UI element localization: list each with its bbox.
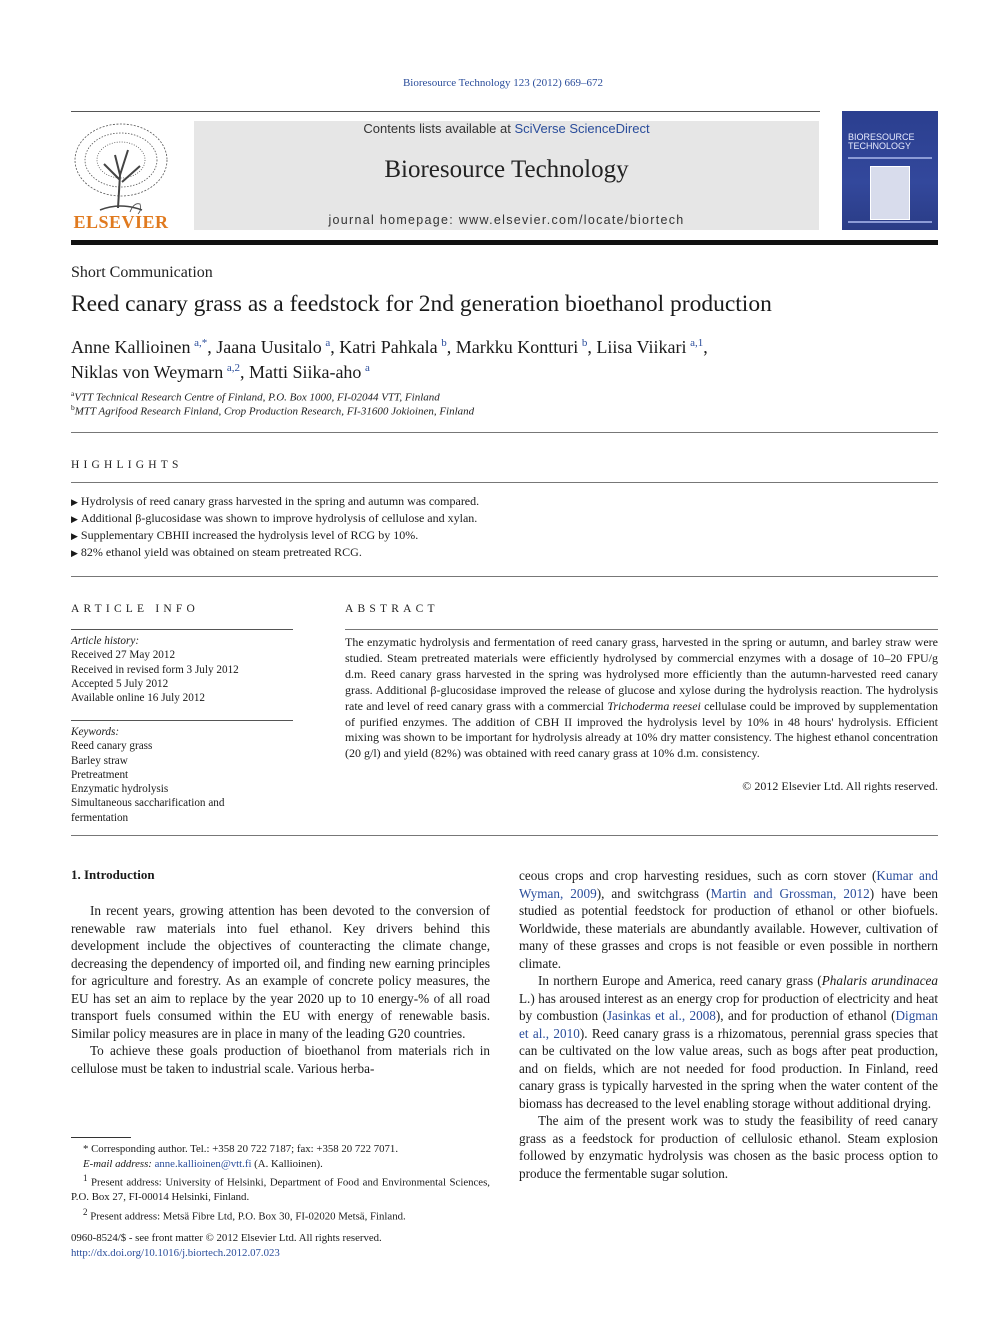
keyword: Reed canary grass (71, 740, 153, 753)
footnote-text: Present address: University of Helsinki, Department of Food and Environmental Sciences, P.O. Box 27, FI-00014 Helsinki, Finland. (71, 1176, 490, 1204)
history-item: Available online 16 July 2012 (71, 692, 206, 705)
author-separator: , (703, 337, 708, 357)
paragraph: The aim of the present work was to study the feasibility of reed canary grass as a feedstock for production of cellulosic ethanol. Steam explosion followed by enzymatic hydrolysis was chosen as the basic process option to produce the fermentable sugar solution. (519, 1113, 938, 1181)
issn-line: 0960-8524/$ - see front matter © 2012 Elsevier Ltd. All rights reserved. (71, 1232, 382, 1244)
footnote-mark: * (83, 1143, 89, 1155)
affiliation-mark: b (71, 403, 75, 412)
issn-block (71, 1231, 382, 1260)
footnote-text: Corresponding author. Tel.: +358 20 722 7187; fax: +358 20 722 7071. (88, 1143, 399, 1155)
divider (71, 720, 293, 721)
author-affil-mark[interactable]: b (581, 337, 588, 349)
reference-link[interactable]: Kumar and Wyman, 2009 (519, 868, 939, 901)
keywords-label: Keywords: (71, 726, 120, 738)
author-affil-mark[interactable]: a,1 (690, 337, 704, 349)
abstract-heading: ABSTRACT (345, 603, 439, 615)
divider (71, 432, 938, 433)
author-list (71, 333, 938, 383)
triangle-bullet-icon: ▶ (71, 548, 78, 558)
divider (71, 629, 293, 630)
text-run: ) have been studied as potential feedstock for production of ethanol or other biofuels. Worldwide, these materials are abundantly available. However, cultivation of many of these grasses and crops is not feasible or even possible in northern climate. (519, 885, 939, 971)
abstract-copyright: © 2012 Elsevier Ltd. All rights reserved. (742, 779, 938, 793)
body-column-left (71, 902, 490, 1077)
author[interactable]: Matti Siika-aho (248, 362, 362, 382)
author[interactable]: Niklas von Weymarn (71, 362, 224, 382)
footnote-text: (A. Kallioinen). (251, 1157, 323, 1170)
divider (71, 835, 938, 836)
doi-link[interactable]: http://dx.doi.org/10.1016/j.biortech.2012.07.023 (71, 1246, 280, 1259)
paragraph (519, 867, 938, 972)
footnote-rule (71, 1137, 131, 1138)
footnote-mark: 2 (83, 1206, 88, 1217)
author-affil-mark[interactable]: a,2 (226, 362, 240, 374)
text-run: L.) has aroused interest as an energy crop for production of electricity and heat by combustion ( (519, 990, 938, 1023)
footnote (71, 1142, 490, 1157)
history-item: Received 27 May 2012 (71, 649, 176, 662)
highlight-item (71, 544, 938, 561)
abstract-text (345, 635, 938, 762)
text-run: In northern Europe and America, reed canary grass ( (538, 973, 822, 988)
body-column-right (519, 867, 938, 1182)
paragraph (519, 972, 938, 1112)
triangle-bullet-icon: ▶ (71, 531, 78, 541)
section-heading-introduction: 1. Introduction (71, 867, 155, 882)
highlights-heading: HIGHLIGHTS (71, 459, 183, 471)
author[interactable]: Katri Pahkala (339, 337, 438, 357)
author[interactable]: Liisa Viikari (596, 337, 687, 357)
highlight-text: Additional β-glucosidase was shown to improve hydrolysis of cellulose and xylan. (80, 511, 478, 525)
email-label: E-mail address: (83, 1157, 155, 1170)
species-name: Phalaris arundinacea (821, 973, 938, 988)
text-run: ceous crops and crop harvesting residues, such as corn stover ( (519, 868, 877, 883)
footnote (71, 1157, 490, 1172)
journal-citation[interactable]: Bioresource Technology 123 (2012) 669–672 (402, 77, 604, 89)
abstract-part: The enzymatic hydrolysis and fermentation of reed canary grass, harvested in the spring or autumn, and barley straw were studied. Steam pretreated materials were efficiently hydrolysed by commercial enzymes with a dosage of 10–20 FPU/g d.m. Reed canary grass harvested in the spring was hydrolysed more efficiently than the autumn-harvested reed canary grass. Additional β-glucosidase improved the release of glucose and xylose during the hydrolysis reaction. The hydrolysis rate and level of reed canary grass with a commercial (345, 635, 938, 713)
cover-decoration (848, 221, 932, 223)
keyword: Enzymatic hydrolysis (71, 783, 169, 796)
contents-line (194, 121, 819, 136)
author-separator: , (446, 337, 456, 357)
author-separator: , (330, 337, 340, 357)
reference-link[interactable]: Jasinkas et al., 2008 (606, 1008, 716, 1023)
article-type: Short Communication (71, 264, 213, 281)
text-run: ), and for production of ethanol ( (715, 1008, 896, 1023)
text-run: ), and switchgrass ( (596, 885, 711, 901)
reference-link[interactable]: Martin and Grossman, 2012 (710, 885, 870, 901)
author-affil-mark[interactable]: b (441, 337, 447, 349)
author-affil-mark[interactable]: a (325, 337, 331, 349)
author[interactable]: Markku Kontturi (455, 337, 579, 357)
journal-name: Bioresource Technology (384, 156, 629, 183)
journal-cover-thumbnail[interactable] (842, 111, 938, 230)
affiliation (71, 389, 440, 404)
contents-prefix: Contents lists available at (363, 121, 515, 136)
affiliation-text: VTT Technical Research Centre of Finland, P.O. Box 1000, FI-02044 VTT, Finland (74, 391, 440, 404)
history-label: Article history: (71, 635, 140, 647)
cover-decoration (848, 157, 932, 159)
divider (71, 111, 820, 112)
species-name: Trichoderma reesei (607, 698, 701, 713)
author[interactable]: Jaana Uusitalo (216, 337, 322, 357)
keyword: Barley straw (71, 754, 128, 767)
history-item: Received in revised form 3 July 2012 (71, 663, 239, 676)
highlight-text: Hydrolysis of reed canary grass harvested in the spring and autumn was compared. (80, 494, 480, 508)
highlights-list (71, 493, 938, 561)
footnote (71, 1205, 490, 1224)
triangle-bullet-icon: ▶ (71, 514, 78, 524)
paragraph: To achieve these goals production of bioethanol from materials rich in cellulose must be taken to industrial scale. Various herba- (71, 1043, 490, 1076)
footnote (71, 1171, 490, 1205)
keyword: fermentation (71, 811, 129, 824)
elsevier-wordmark: ELSEVIER (73, 212, 169, 232)
sciencedirect-link[interactable]: SciVerse ScienceDirect (514, 121, 650, 136)
highlight-text: Supplementary CBHII increased the hydrolysis level of RCG by 10%. (80, 528, 419, 542)
cover-figure (870, 166, 910, 220)
affiliation-text: MTT Agrifood Research Finland, Crop Production Research, FI-31600 Jokioinen, Finland (74, 405, 475, 418)
affiliation-mark: a (71, 389, 75, 398)
author-affil-mark[interactable]: a,* (194, 337, 208, 349)
divider (345, 629, 938, 630)
author-separator: , (207, 337, 217, 357)
highlight-text: 82% ethanol yield was obtained on steam pretreated RCG. (80, 545, 362, 559)
footnotes (71, 1142, 490, 1224)
masthead-rule (71, 240, 938, 245)
author-separator: , (239, 362, 249, 382)
article-title: Reed canary grass as a feedstock for 2nd generation bioethanol production (71, 291, 772, 317)
email-link[interactable]: anne.kallioinen@vtt.fi (154, 1157, 252, 1170)
reference-link[interactable]: Digman et al., 2010 (519, 1008, 938, 1041)
author-separator: , (587, 337, 597, 357)
keywords (71, 725, 311, 825)
author-affil-mark[interactable]: a (365, 362, 370, 374)
article-info-heading: ARTICLE INFO (71, 603, 199, 615)
highlight-item (71, 510, 938, 527)
triangle-bullet-icon: ▶ (71, 497, 78, 507)
cover-title: BIORESOURCE TECHNOLOGY (848, 132, 915, 151)
highlight-item (71, 527, 938, 544)
article-history (71, 634, 311, 705)
divider (71, 482, 938, 483)
keyword: Pretreatment (71, 768, 129, 781)
history-item: Accepted 5 July 2012 (71, 677, 169, 690)
abstract-part: cellulase could be improved by supplementation of purified enzymes. The addition of CBH II improved the hydrolysis level by 10% in 48 hours' hydrolysis. Efficient mixing was shown to be important for hydrolysis already at 10% dry matter consistency. The highest ethanol concentration (20 g/l) and yield (82%) was obtained with reed canary grass at 10% d.m. consistency. (345, 698, 938, 761)
text-run: ). Reed canary grass is a rhizomatous, perennial grass species that can be cultivated on the low value areas, such as bogs after peat production, and on fields, which are not needed for food production. In Finland, reed canary grass is typically harvested in the spring when the water content of the biomass has decreased to the level enabling storage without additional drying. (519, 1025, 938, 1111)
paragraph: In recent years, growing attention has been devoted to the conversion of renewable raw materials into fuel ethanol. Key drivers behind this development include the objectives of counteracting the climate change, decreasing the dependency of imported oil, and finding new earning principles for agriculture and forestry. As an example of concrete policy measures, the EU has set an aim to replace by the year 2020 up to 10 energy-% of all road transport fuels consumed within the EU with energy of renewable basis. Similar policy measures are in place in many of the leading G20 countries. (71, 903, 490, 1041)
divider (71, 576, 938, 577)
footnote-mark: 1 (83, 1173, 88, 1183)
journal-homepage[interactable]: journal homepage: www.elsevier.com/locate/biortech (328, 213, 685, 227)
affiliation (71, 403, 474, 418)
highlight-item (71, 493, 938, 510)
author[interactable]: Anne Kallioinen (71, 337, 191, 357)
footnote-text: Present address: Metsä Fibre Ltd, P.O. Box 30, FI-02020 Metsä, Finland. (87, 1210, 406, 1223)
keyword: Simultaneous saccharification and (71, 797, 225, 810)
